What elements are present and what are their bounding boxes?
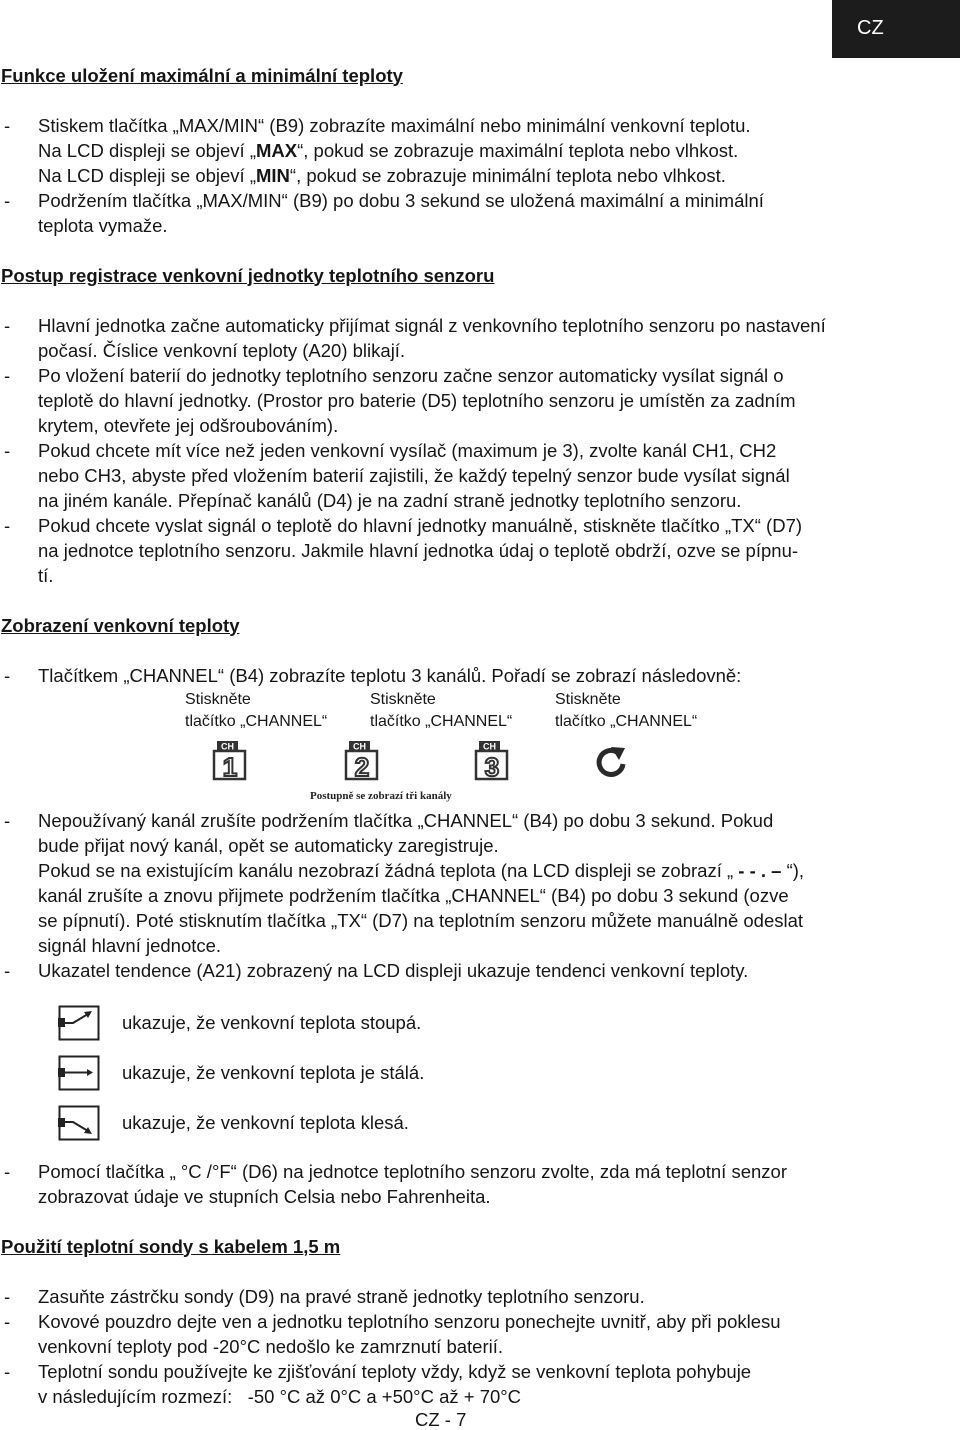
list-item [0,808,960,958]
list-item [0,1309,960,1359]
channel-digit: 2 [354,751,370,782]
bullet-dash: - [4,1285,11,1307]
trend-indicator-list [0,998,960,1148]
text-segment: bude přijat nový kanál, opět se automaticky zaregistruje. [38,834,499,856]
language-code: CZ [857,17,884,39]
page-number: CZ - 7 [415,1409,467,1430]
text-segment: Hlavní jednotka začne automaticky přijímat signál z venkovního teplotního senzoru po nastavení [38,314,826,336]
channel-sequence-diagram [0,688,960,808]
text-line [38,858,926,883]
bullet-dash: - [4,809,11,831]
bullet-dash: - [4,959,11,981]
text-line [38,1384,926,1409]
text-line [38,1184,926,1209]
text-segment: krytem, otevřete jej odšroubováním). [38,414,339,436]
text-line [38,338,926,363]
text-line [38,138,926,163]
text-line [38,908,926,933]
text-segment: na jiném kanále. Přepínač kanálů (D4) je na zadní straně jednotky teplotního senzoru. [38,489,742,511]
section-heading: Zobrazení venkovní teploty [1,614,240,636]
text-line [38,488,926,513]
text-line [38,363,926,388]
channel-digit: 1 [222,751,238,782]
list-item [0,363,960,438]
bullet-list [0,1159,960,1209]
channel-tab-label: CH [221,741,234,751]
bullet-dash: - [4,189,11,211]
bullet-dash: - [4,114,11,136]
text-line [38,388,926,413]
page-content [0,63,960,1409]
text-segment: počasí. Číslice venkovní teploty (A20) blikají. [38,339,406,361]
bullet-dash: - [4,1310,11,1332]
bullet-dash: - [4,514,11,536]
text-line [38,1334,926,1359]
text-line [38,113,926,138]
text-line [38,958,926,983]
text-segment: nebo CH3, abyste před vložením baterií zajistili, že každý tepelný senzor bude vysílat signál [38,464,790,486]
refresh-icon [593,744,629,780]
text-line [38,313,926,338]
text-segment: Stiskem tlačítka „MAX/MIN“ (B9) zobrazíte maximální nebo minimální venkovní teplotu. [38,114,751,136]
list-item [0,958,960,983]
language-badge [832,0,960,58]
bullet-dash: - [4,664,11,686]
text-line [38,1284,926,1309]
text-segment: Na LCD displeji se objeví „ [38,164,256,186]
text-segment: venkovní teploty pod -20°C nedošlo ke zamrznutí baterií. [38,1335,504,1357]
list-item [0,1284,960,1309]
channel-tab-label: CH [353,741,366,751]
bullet-dash: - [4,1160,11,1182]
text-segment: Po vložení baterií do jednotky teplotního senzoru začne senzor automaticky vysílat signál o [38,364,784,386]
press-channel-label [370,689,512,733]
text-line [38,438,926,463]
trend-row [0,1098,960,1148]
list-item [0,513,960,588]
text-segment: signál hlavní jednotce. [38,934,222,956]
list-item [0,438,960,513]
text-segment: zobrazovat údaje ve stupních Celsia nebo Fahrenheita. [38,1185,491,1207]
text-line [38,213,926,238]
press-label-line: tlačítko „CHANNEL“ [370,712,513,730]
section-heading: Použití teplotní sondy s kabelem 1,5 m [1,1235,341,1257]
trend-description: ukazuje, že venkovní teplota stoupá. [122,1011,422,1033]
text-line [38,463,926,488]
text-segment: Pokud chcete vyslat signál o teplotě do hlavní jednotky manuálně, stiskněte tlačítko „TX“ (D7) [38,514,803,536]
channel-1-icon [212,741,248,783]
press-label-line: Stiskněte [185,690,251,708]
press-label-line: tlačítko „CHANNEL“ [185,712,328,730]
trend-falling-icon [58,1105,100,1141]
text-segment: Kovové pouzdro dejte ven a jednotku teplotního senzoru ponechejte uvnitř, aby při poklesu [38,1310,781,1332]
text-line [38,808,926,833]
bold-text: - - . – [738,859,782,881]
bullet-list [0,113,960,238]
list-item [0,1359,960,1409]
text-segment: Na LCD displeji se objeví „ [38,139,256,161]
text-line [38,413,926,438]
bold-text: MIN [255,164,290,186]
trend-row [0,998,960,1048]
text-segment: teplota vymaže. [38,214,168,236]
list-item [0,113,960,188]
trend-description: ukazuje, že venkovní teplota je stálá. [122,1061,425,1083]
press-channel-label [555,689,697,733]
press-label-line: Stiskněte [370,690,436,708]
text-segment: “, pokud se zobrazuje minimální teplota nebo vlhkost. [289,164,726,186]
bullet-list [0,808,960,983]
text-line [38,1309,926,1334]
trend-rising-icon [58,1005,100,1041]
section-heading: Postup registrace venkovní jednotky teplotního senzoru [1,264,495,286]
text-line [38,188,926,213]
text-line [38,883,926,908]
trend-row [0,1048,960,1098]
section-spacer [0,588,960,613]
text-segment: “, pokud se zobrazuje maximální teplota nebo vlhkost. [297,139,739,161]
channel-digit: 3 [484,751,500,782]
list-item [0,663,960,688]
press-label-line: Stiskněte [555,690,621,708]
text-segment: Pokud se na existujícím kanálu nezobrazí žádná teplota (na LCD displeji se zobrazí „ [38,859,739,881]
trend-steady-icon [58,1055,100,1091]
text-line [38,163,926,188]
text-line [38,513,926,538]
text-segment: “), [781,859,805,881]
text-segment: na jednotce teplotního senzoru. Jakmile hlavní jednotka údaj o teplotě obdrží, ozve se pípnu- [38,539,799,561]
list-item [0,313,960,363]
bullet-dash: - [4,364,11,386]
diagram-caption: Postupně se zobrazí tři kanály [310,789,452,802]
bullet-dash: - [4,439,11,461]
text-line [38,538,926,563]
bullet-list [0,1284,960,1409]
text-line [38,1359,926,1384]
text-line [38,1159,926,1184]
section-spacer [0,1209,960,1234]
list-item [0,188,960,238]
text-segment: Teplotní sondu používejte ke zjišťování teploty vždy, když se venkovní teplota pohybuje [38,1360,752,1382]
text-line [38,933,926,958]
list-item [0,1159,960,1209]
text-segment: teplotě do hlavní jednotky. (Prostor pro baterie (D5) teplotního senzoru je umístěn za zadním [38,389,796,411]
text-line [38,663,926,688]
text-line [38,833,926,858]
text-segment: Nepoužívaný kanál zrušíte podržením tlačítka „CHANNEL“ (B4) po dobu 3 sekund. Pokud [38,809,774,831]
bullet-dash: - [4,314,11,336]
channel-3-icon [474,741,510,783]
bold-text: MAX [255,139,298,161]
bullet-list [0,313,960,588]
channel-2-icon [344,741,380,783]
text-segment: Tlačítkem „CHANNEL“ (B4) zobrazíte teplotu 3 kanálů. Pořadí se zobrazí následovně: [38,664,742,686]
text-segment: Pokud chcete mít více než jeden venkovní vysílač (maximum je 3), zvolte kanál CH1, CH2 [38,439,777,461]
text-segment: Podržením tlačítka „MAX/MIN“ (B9) po dobu 3 sekund se uložená maximální a minimální [38,189,764,211]
bullet-dash: - [4,1360,11,1382]
text-segment: tí. [38,564,54,586]
channel-tab-label: CH [483,741,496,751]
section-heading: Funkce uložení maximální a minimální teploty [1,64,403,86]
trend-description: ukazuje, že venkovní teplota klesá. [122,1111,409,1133]
text-segment: kanál zrušíte a znovu přijmete podržením tlačítka „CHANNEL“ (B4) po dobu 3 sekund (ozve [38,884,789,906]
section-spacer [0,238,960,263]
text-segment: Zasuňte zástrčku sondy (D9) na pravé straně jednotky teplotního senzoru. [38,1285,645,1307]
press-label-line: tlačítko „CHANNEL“ [555,712,698,730]
text-segment: Pomocí tlačítka „ °C /°F“ (D6) na jednotce teplotního senzoru zvolte, zda má teplotní senzor [38,1160,787,1182]
text-segment: se pípnutí). Poté stisknutím tlačítka „TX“ (D7) na teplotním senzoru můžete manuálně odeslat [38,909,804,931]
text-line [38,563,926,588]
text-segment: Ukazatel tendence (A21) zobrazený na LCD displeji ukazuje tendenci venkovní teploty. [38,959,749,981]
press-channel-label [185,689,327,733]
text-segment: v následujícím rozmezí: -50 °C až 0°C a +50°C až + 70°C [38,1385,522,1407]
bullet-list [0,663,960,688]
